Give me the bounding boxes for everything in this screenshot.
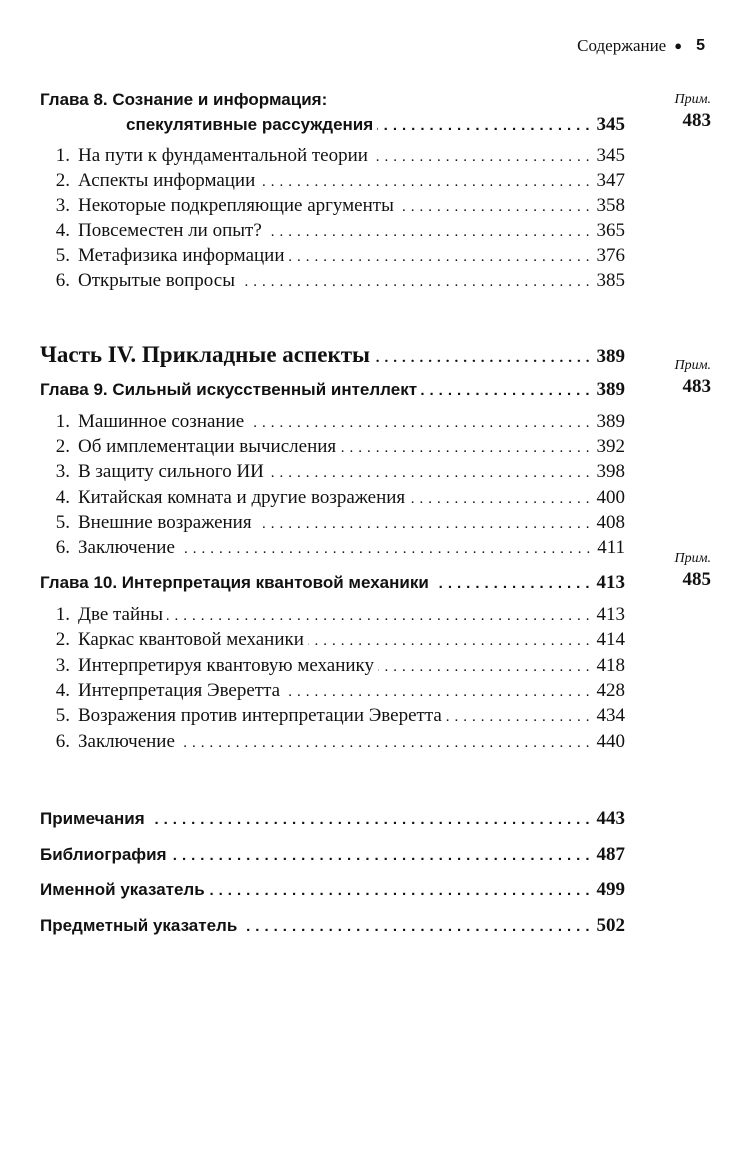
running-head [577, 36, 705, 56]
toc-entry[interactable] [40, 461, 625, 483]
section-title: В защиту сильного ИИ [78, 461, 264, 482]
backmatter-title: Предметный указатель [40, 916, 238, 935]
notes-label: Прим. [674, 92, 711, 107]
section-page: 398 [596, 461, 625, 482]
section-title: Машинное сознание [78, 411, 245, 432]
notes-label: Прим. [674, 551, 711, 566]
part-4-page: 389 [596, 346, 625, 367]
section-title: Открытые вопросы [78, 270, 235, 291]
chapter-9-notes-ref[interactable] [641, 358, 711, 398]
section-page: 385 [596, 270, 625, 291]
leader-dots [409, 491, 594, 508]
section-page: 358 [596, 195, 625, 216]
chapter-10-page: 413 [596, 572, 625, 593]
section-number: 5. [55, 512, 70, 533]
leader-dots [374, 350, 595, 367]
section-page: 434 [596, 705, 625, 726]
section-title: Две тайны [78, 604, 164, 625]
toc-entry[interactable] [40, 436, 625, 458]
section-number: 4. [55, 220, 70, 241]
chapter-8-entry[interactable] [126, 114, 625, 136]
notes-page: 483 [682, 110, 711, 131]
backmatter-page: 499 [596, 879, 625, 900]
section-title: Повсеместен ли опыт? [78, 220, 262, 241]
section-title: Некоторые подкрепляющие аргументы [78, 195, 394, 216]
section-page: 411 [597, 537, 625, 558]
section-page: 389 [596, 411, 625, 432]
chapter-10-title: Глава 10. Интерпретация квантовой механики [40, 573, 429, 592]
leader-dots [398, 199, 595, 216]
section-number: 5. [55, 705, 70, 726]
part-4-title: Часть IV. Прикладные аспекты [40, 342, 370, 367]
toc-entry[interactable] [40, 270, 625, 292]
toc-entry[interactable] [40, 705, 625, 727]
notes-page: 483 [682, 376, 711, 397]
chapter-10-notes-ref[interactable] [641, 551, 711, 591]
leader-dots [446, 709, 595, 726]
section-title: Каркас квантовой механики [78, 629, 304, 650]
section-number: 3. [55, 461, 70, 482]
leader-dots [149, 811, 595, 828]
section-page: 440 [596, 731, 625, 752]
section-page: 400 [596, 487, 625, 508]
toc-entry[interactable] [40, 604, 625, 626]
leader-dots [179, 735, 595, 752]
chapter-9-page: 389 [596, 379, 625, 400]
section-title: Китайская комната и другие возражения [78, 487, 406, 508]
section-page: 345 [596, 145, 625, 166]
toc-entry[interactable] [40, 655, 625, 677]
running-head-title: Содержание [577, 36, 667, 55]
leader-dots [433, 575, 595, 592]
section-number: 3. [55, 655, 70, 676]
leader-dots [284, 684, 594, 701]
backmatter-title: Именной указатель [40, 880, 205, 899]
page-number: 5 [696, 37, 705, 54]
toc-entry[interactable] [40, 220, 625, 242]
section-page: 392 [596, 436, 625, 457]
backmatter-title: Библиография [40, 845, 167, 864]
leader-dots [209, 882, 595, 899]
section-page: 418 [596, 655, 625, 676]
section-title: Интерпретация Эверетта [78, 680, 281, 701]
toc-entry[interactable] [40, 170, 625, 192]
leader-dots [266, 224, 595, 241]
section-page: 414 [596, 629, 625, 650]
backmatter-page: 502 [596, 915, 625, 936]
section-number: 5. [55, 245, 70, 266]
leader-dots [308, 633, 595, 650]
notes-label: Прим. [674, 358, 711, 373]
backmatter-bibliography[interactable] [40, 844, 625, 866]
section-title: Об имплементации вычисления [78, 436, 337, 457]
leader-dots [167, 608, 594, 625]
toc-entry[interactable] [40, 411, 625, 433]
section-number: 6. [55, 270, 70, 291]
toc-entry[interactable] [40, 245, 625, 267]
leader-dots [289, 249, 595, 266]
backmatter-subject-index[interactable] [40, 915, 625, 937]
leader-dots [421, 382, 594, 399]
section-page: 376 [596, 245, 625, 266]
section-title: Аспекты информации [78, 170, 256, 191]
chapter-8-notes-ref[interactable] [641, 92, 711, 132]
part-4-entry[interactable] [40, 342, 625, 368]
section-number: 1. [55, 411, 70, 432]
section-number: 2. [55, 629, 70, 650]
section-number: 2. [55, 170, 70, 191]
section-page: 365 [596, 220, 625, 241]
section-title: Интерпретируя квантовую механику [78, 655, 375, 676]
backmatter-notes[interactable] [40, 808, 625, 830]
leader-dots [340, 440, 594, 457]
leader-dots [256, 516, 595, 533]
leader-dots [372, 149, 595, 166]
section-title: Внешние возражения [78, 512, 252, 533]
chapter-8-title-line1[interactable]: Глава 8. Сознание и информация: [40, 90, 328, 109]
notes-page: 485 [682, 569, 711, 590]
section-page: 428 [596, 680, 625, 701]
leader-dots [248, 415, 594, 432]
section-title: На пути к фундаментальной теории [78, 145, 368, 166]
section-number: 6. [55, 537, 70, 558]
chapter-9-entry[interactable] [40, 379, 625, 401]
toc-entry[interactable] [40, 487, 625, 509]
backmatter-name-index[interactable] [40, 879, 625, 901]
toc-entry[interactable] [40, 731, 625, 753]
section-number: 3. [55, 195, 70, 216]
section-title: Заключение [78, 731, 175, 752]
section-number: 1. [55, 145, 70, 166]
leader-dots [377, 117, 594, 134]
section-number: 6. [55, 731, 70, 752]
section-title: Метафизика информации [78, 245, 285, 266]
section-number: 1. [55, 604, 70, 625]
toc-entry[interactable] [40, 680, 625, 702]
section-page: 408 [596, 512, 625, 533]
toc-entry[interactable] [40, 537, 625, 559]
toc-entry[interactable] [40, 629, 625, 651]
toc-entry[interactable] [40, 145, 625, 167]
backmatter-page: 487 [596, 844, 625, 865]
section-page: 413 [596, 604, 625, 625]
leader-dots [241, 918, 594, 935]
chapter-8-title-line2: спекулятивные рассуждения [126, 115, 374, 134]
leader-dots [171, 847, 595, 864]
leader-dots [239, 274, 595, 291]
section-number: 4. [55, 487, 70, 508]
toc-entry[interactable] [40, 195, 625, 217]
bullet-icon: ● [674, 38, 683, 53]
section-page: 347 [596, 170, 625, 191]
chapter-9-title: Глава 9. Сильный искусственный интеллект [40, 380, 418, 399]
leader-dots [378, 659, 594, 676]
backmatter-title: Примечания [40, 809, 145, 828]
chapter-8-page: 345 [596, 114, 625, 135]
section-number: 4. [55, 680, 70, 701]
section-title: Возражения против интерпретации Эверетта [78, 705, 442, 726]
leader-dots [179, 541, 595, 558]
leader-dots [268, 465, 595, 482]
backmatter-page: 443 [596, 808, 625, 829]
toc-entry[interactable] [40, 512, 625, 534]
section-number: 2. [55, 436, 70, 457]
chapter-10-entry[interactable] [40, 572, 625, 594]
section-title: Заключение [78, 537, 175, 558]
leader-dots [259, 174, 594, 191]
